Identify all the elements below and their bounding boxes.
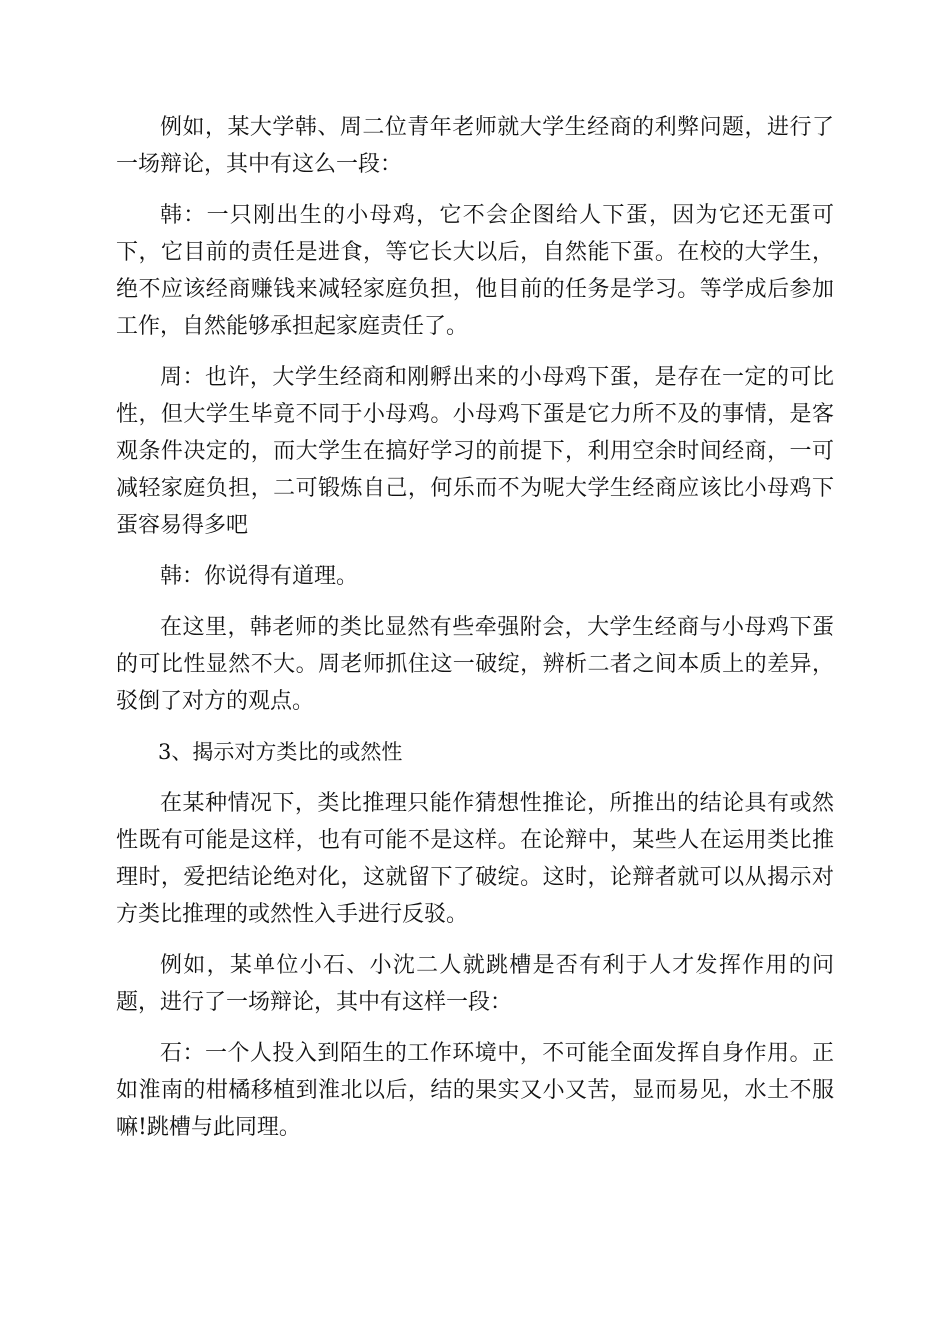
paragraph-han-argument: 韩：一只刚出生的小母鸡，它不会企图给人下蛋，因为它还无蛋可下，它目前的责任是进食，等它长大以后，自然能下蛋。在校的大学生，绝不应该经商赚钱来减轻家庭负担，他目前的任务是学习。等学成后参加工作，自然能够承担起家庭责任了。: [116, 203, 834, 339]
section-heading: 3、揭示对方类比的或然性: [158, 740, 403, 764]
paragraph-example-intro: 例如，某大学韩、周二位青年老师就大学生经商的利弊问题，进行了一场辩论，其中有这么一段：: [116, 115, 834, 177]
paragraph-han-concession: 韩：你说得有道理。: [160, 564, 359, 589]
document-body: [116, 109, 834, 1160]
paragraph-shi-argument: 石：一个人投入到陌生的工作环境中，不可能全面发挥自身作用。正如淮南的柑橘移植到淮北以后，结的果实又小又苦，显而易见，水土不服嘛!跳槽与此同理。: [116, 1041, 834, 1140]
paragraph-second-example-intro: 例如，某单位小石、小沈二人就跳槽是否有利于人才发挥作用的问题，进行了一场辩论，其中有这样一段：: [116, 953, 834, 1015]
paragraph-analysis: 在这里，韩老师的类比显然有些牵强附会，大学生经商与小母鸡下蛋的可比性显然不大。周老师抓住这一破绽，辨析二者之间本质上的差异，驳倒了对方的观点。: [116, 615, 834, 714]
paragraph-method-explanation: 在某种情况下，类比推理只能作猜想性推论，所推出的结论具有或然性既有可能是这样，也有可能不是这样。在论辩中，某些人在运用类比推理时，爱把结论绝对化，这就留下了破绽。这时，论辩者就可以从揭示对方类比推理的或然性入手进行反驳。: [116, 791, 834, 927]
paragraph-zhou-rebuttal: 周：也许，大学生经商和刚孵出来的小母鸡下蛋，是存在一定的可比性，但大学生毕竟不同于小母鸡。小母鸡下蛋是它力所不及的事情，是客观条件决定的，而大学生在搞好学习的前提下，利用空余时间经商，一可减轻家庭负担，二可锻炼自己，何乐而不为呢大学生经商应该比小母鸡下蛋容易得多吧: [116, 365, 834, 538]
